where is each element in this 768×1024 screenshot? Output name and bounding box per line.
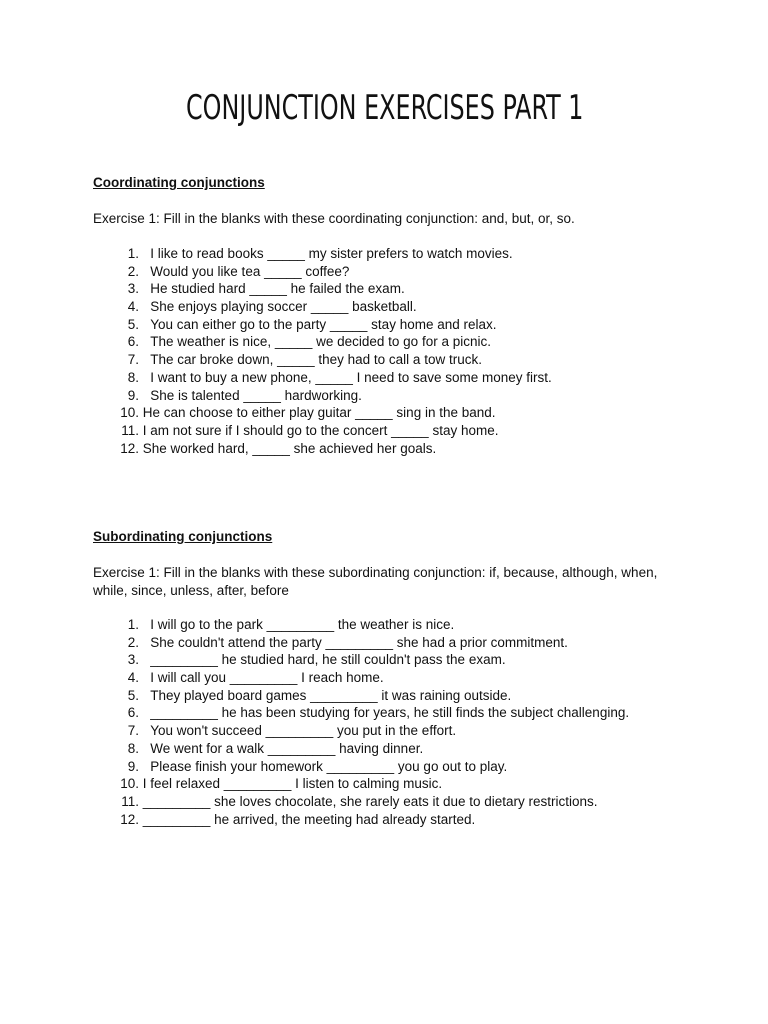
item-text: You won't succeed _________ you put in the effort. — [150, 723, 457, 739]
item-number: 8. — [127, 369, 139, 385]
item-text: She couldn't attend the party _________ she had a prior commitment. — [150, 634, 568, 650]
list-item — [93, 298, 552, 316]
item-text: Please finish your homework _________ you go out to play. — [150, 758, 508, 774]
coordinating-instruction: Exercise 1: Fill in the blanks with these coordinating conjunction: and, but, or, so. — [93, 211, 575, 226]
list-item — [93, 740, 629, 758]
list-item — [93, 404, 552, 422]
item-number: 12. — [120, 811, 139, 827]
list-item — [93, 440, 552, 458]
item-number: 1. — [127, 246, 139, 261]
item-text: We went for a walk _________ having dinner. — [150, 740, 424, 756]
item-text: She is talented _____ hardworking. — [150, 387, 362, 403]
item-text: I will call you _________ I reach home. — [150, 670, 384, 686]
item-number: 10. — [120, 776, 139, 792]
list-item — [93, 687, 629, 705]
list-item — [93, 793, 629, 811]
item-text: Would you like tea _____ coffee? — [150, 263, 350, 279]
item-number: 6. — [127, 334, 139, 350]
item-number: 2. — [127, 263, 139, 279]
list-item — [93, 811, 629, 829]
list-item — [93, 775, 629, 793]
item-number: 3. — [127, 652, 139, 668]
list-item — [93, 722, 629, 740]
item-number: 10. — [120, 405, 139, 421]
list-item — [93, 263, 552, 281]
item-number: 7. — [127, 723, 139, 739]
item-number: 5. — [127, 687, 139, 703]
item-text: He can choose to either play guitar _____ sing in the band. — [142, 405, 496, 421]
item-text: They played board games _________ it was raining outside. — [150, 687, 512, 703]
list-item — [93, 387, 552, 405]
item-number: 4. — [127, 299, 139, 315]
list-item — [93, 651, 629, 669]
item-number: 1. — [127, 617, 139, 632]
item-number: 9. — [127, 758, 139, 774]
item-text: I like to read books _____ my sister prefers to watch movies. — [150, 246, 513, 261]
item-text: _________ he has been studying for years, he still finds the subject challenging. — [150, 705, 630, 721]
item-number: 3. — [127, 281, 139, 297]
item-number: 2. — [127, 634, 139, 650]
list-item — [93, 616, 629, 634]
item-number: 8. — [127, 740, 139, 756]
list-item — [93, 351, 552, 369]
item-text: The car broke down, _____ they had to call a tow truck. — [150, 352, 482, 368]
list-item — [93, 758, 629, 776]
list-item — [93, 333, 552, 351]
item-text: I am not sure if I should go to the concert _____ stay home. — [142, 422, 499, 438]
list-item — [93, 369, 552, 387]
item-text: You can either go to the party _____ stay home and relax. — [150, 316, 497, 332]
item-number: 4. — [127, 670, 139, 686]
item-text: _________ he arrived, the meeting had already started. — [142, 811, 476, 827]
list-item — [93, 669, 629, 687]
item-number: 6. — [127, 705, 139, 721]
item-text: I will go to the park _________ the weather is nice. — [150, 617, 455, 632]
item-text: She worked hard, _____ she achieved her goals. — [142, 440, 437, 456]
item-number: 7. — [127, 352, 139, 368]
item-text: He studied hard _____ he failed the exam. — [150, 281, 405, 297]
list-item — [93, 245, 552, 263]
coordinating-exercise-list — [93, 245, 552, 457]
subordinating-instruction: Exercise 1: Fill in the blanks with these subordinating conjunction: if, because, although, when, while, since, unless, after, before — [93, 565, 658, 598]
subordinating-exercise-list — [93, 616, 629, 828]
item-text: _________ he studied hard, he still couldn't pass the exam. — [150, 652, 506, 668]
list-item — [93, 704, 629, 722]
coordinating-heading: Coordinating conjunctions — [93, 175, 265, 190]
item-number: 5. — [127, 316, 139, 332]
item-number: 11. — [121, 793, 139, 809]
item-text: _________ she loves chocolate, she rarely eats it due to dietary restrictions. — [142, 793, 598, 809]
item-number: 12. — [120, 440, 139, 456]
list-item — [93, 280, 552, 298]
item-text: The weather is nice, _____ we decided to go for a picnic. — [150, 334, 491, 350]
list-item — [93, 634, 629, 652]
item-text: She enjoys playing soccer _____ basketball. — [150, 299, 417, 315]
subordinating-heading: Subordinating conjunctions — [93, 529, 273, 544]
page-title: CONJUNCTION EXERCISES PART 1 — [186, 88, 584, 128]
item-number: 9. — [127, 387, 139, 403]
list-item — [93, 422, 552, 440]
item-text: I want to buy a new phone, _____ I need to save some money first. — [150, 369, 552, 385]
item-text: I feel relaxed _________ I listen to calming music. — [142, 776, 443, 792]
item-number: 11. — [121, 422, 139, 438]
list-item — [93, 316, 552, 334]
